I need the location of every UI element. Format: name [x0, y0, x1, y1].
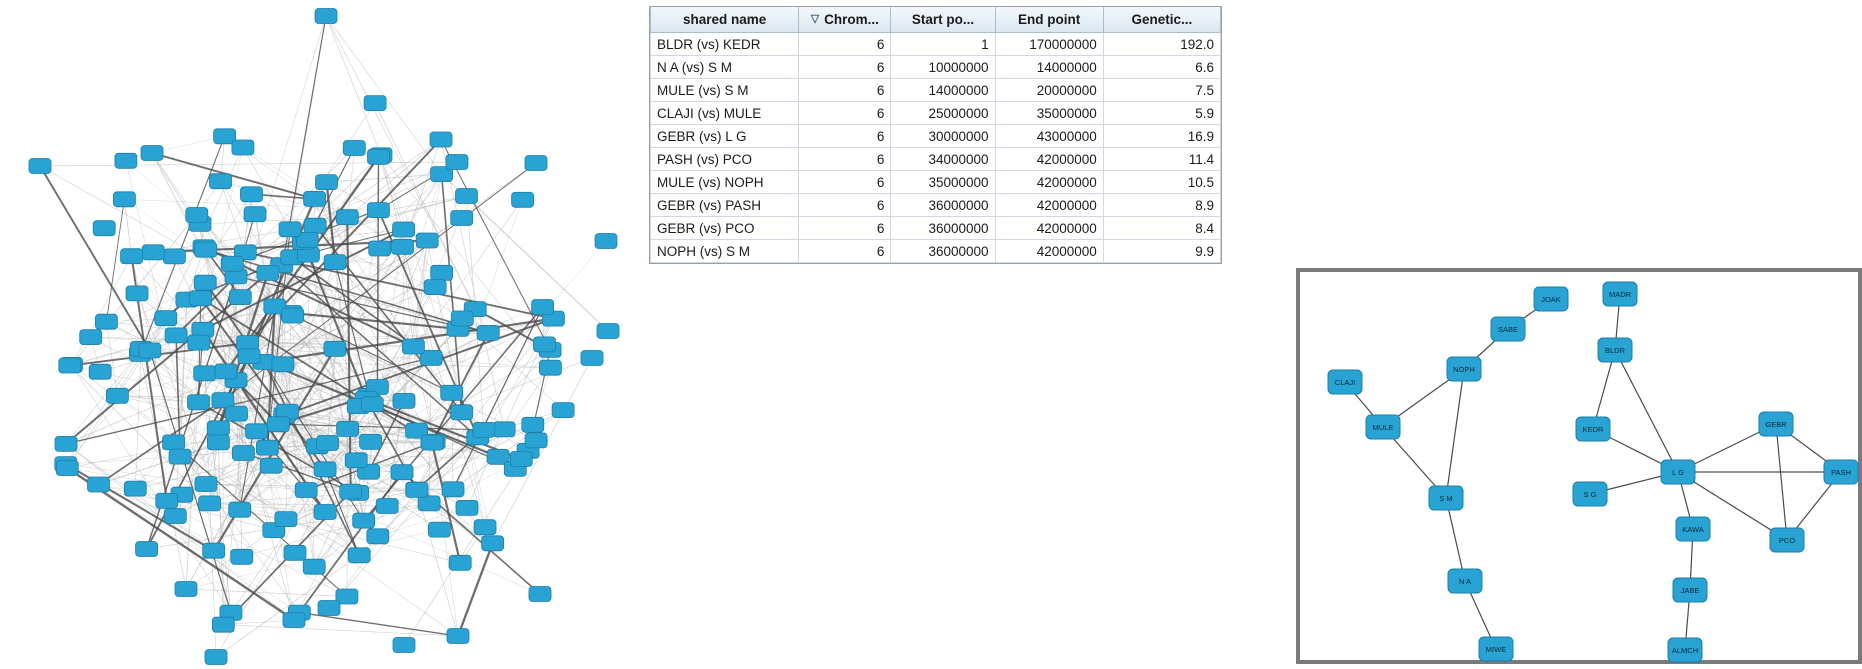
network-node[interactable] [392, 239, 414, 254]
network-edge[interactable] [135, 349, 141, 489]
network-node[interactable] [190, 291, 212, 306]
node-label: BLDR [1604, 345, 1626, 355]
table-cell: 36000000 [891, 217, 995, 240]
node-label: S M [1439, 493, 1453, 503]
node-label: CLAJI [1334, 377, 1356, 387]
subnetwork-node[interactable] [1673, 578, 1707, 602]
node-label: KEDR [1582, 424, 1604, 434]
table-row[interactable] [651, 79, 1221, 102]
network-node[interactable] [142, 245, 164, 260]
network-node[interactable] [29, 159, 51, 174]
table-cell: MULE (vs) NOPH [651, 171, 799, 194]
network-node[interactable] [229, 502, 251, 517]
network-node[interactable] [447, 629, 469, 644]
table-cell: 6.6 [1103, 56, 1220, 79]
network-node[interactable] [314, 505, 336, 520]
network-node[interactable] [315, 9, 337, 24]
node-shape [1576, 417, 1610, 441]
network-node[interactable] [195, 477, 217, 492]
table-cell: 6 [799, 125, 891, 148]
network-node[interactable] [512, 192, 534, 207]
node-shape [1479, 637, 1513, 661]
network-node[interactable] [474, 520, 496, 535]
network-edge[interactable] [40, 162, 457, 166]
node-label: PCO [1778, 535, 1796, 545]
network-node[interactable] [430, 132, 452, 147]
network-node[interactable] [257, 265, 279, 280]
network-node[interactable] [175, 582, 197, 597]
subnetwork-node[interactable] [1479, 637, 1513, 661]
node-shape [1366, 415, 1400, 439]
subnetwork-graph[interactable] [1300, 272, 1858, 660]
network-node[interactable] [456, 189, 478, 204]
network-node[interactable] [282, 308, 304, 323]
network-node[interactable] [552, 403, 574, 418]
network-node[interactable] [525, 433, 547, 448]
table-cell: 170000000 [995, 33, 1103, 56]
network-node[interactable] [534, 337, 556, 352]
table-cell: 25000000 [891, 102, 995, 125]
table-cell: 5.9 [1103, 102, 1220, 125]
network-node[interactable] [136, 542, 158, 557]
network-node[interactable] [421, 435, 443, 450]
node-shape [1603, 282, 1637, 306]
network-node[interactable] [221, 256, 243, 271]
network-node[interactable] [345, 453, 367, 468]
table-row[interactable] [651, 194, 1221, 217]
network-node[interactable] [431, 265, 453, 280]
table-cell: GEBR (vs) L G [651, 125, 799, 148]
node-shape [1673, 578, 1707, 602]
network-node[interactable] [451, 211, 473, 226]
network-node[interactable] [194, 366, 216, 381]
network-node[interactable] [451, 311, 473, 326]
table-cell: 192.0 [1103, 33, 1220, 56]
network-node[interactable] [267, 417, 289, 432]
table-cell: CLAJI (vs) MULE [651, 102, 799, 125]
network-node[interactable] [188, 395, 210, 410]
node-shape [1668, 638, 1702, 662]
node-label: S G [1583, 489, 1597, 499]
network-node[interactable] [442, 482, 464, 497]
network-node[interactable] [295, 483, 317, 498]
table-cell: 6 [799, 102, 891, 125]
table-cell: 9.9 [1103, 240, 1220, 263]
network-node[interactable] [369, 241, 391, 256]
node-shape [1429, 486, 1463, 510]
network-node[interactable] [194, 275, 216, 290]
column-header-label: End point [1018, 12, 1081, 27]
node-label: SABE [1497, 324, 1519, 334]
network-node[interactable] [581, 351, 603, 366]
right-column [645, 0, 1851, 669]
table-cell: 14000000 [995, 56, 1103, 79]
network-node[interactable] [207, 435, 229, 450]
table-cell: 35000000 [891, 171, 995, 194]
network-node[interactable] [324, 255, 346, 270]
network-node[interactable] [241, 187, 263, 202]
network-node[interactable] [304, 191, 326, 206]
network-node[interactable] [529, 587, 551, 602]
node-label: MADR [1608, 289, 1632, 299]
network-node[interactable] [353, 513, 375, 528]
table-cell: 6 [799, 33, 891, 56]
network-node[interactable] [93, 221, 115, 236]
network-node[interactable] [441, 385, 463, 400]
network-node[interactable] [186, 208, 208, 223]
column-header-label: shared name [682, 12, 767, 27]
node-shape [1573, 482, 1607, 506]
network-node[interactable] [391, 465, 413, 480]
network-edge[interactable] [66, 464, 214, 551]
network-edge[interactable] [186, 589, 347, 597]
node-shape [1824, 460, 1858, 484]
network-node[interactable] [368, 149, 390, 164]
network-edge[interactable] [72, 256, 132, 365]
network-edge[interactable] [205, 373, 216, 657]
network-node[interactable] [169, 449, 191, 464]
table-cell: 43000000 [995, 125, 1103, 148]
network-node[interactable] [121, 249, 143, 264]
table-cell: 42000000 [995, 148, 1103, 171]
network-node[interactable] [188, 335, 210, 350]
network-node[interactable] [156, 493, 178, 508]
network-node[interactable] [275, 512, 297, 527]
subnetwork-node[interactable] [1668, 638, 1702, 662]
network-node[interactable] [595, 234, 617, 249]
subnetwork-node[interactable] [1598, 338, 1632, 362]
network-node[interactable] [525, 156, 547, 171]
subnetwork-node[interactable] [1603, 282, 1637, 306]
network-node[interactable] [402, 339, 424, 354]
network-node[interactable] [317, 436, 339, 451]
table-cell: 36000000 [891, 194, 995, 217]
network-node[interactable] [163, 435, 185, 450]
table-cell: 6 [799, 148, 891, 171]
subnetwork-node[interactable] [1661, 460, 1695, 484]
subnetwork-edge[interactable] [1776, 424, 1787, 540]
table-cell: N A (vs) S M [651, 56, 799, 79]
edge-table[interactable] [650, 7, 1221, 263]
network-node[interactable] [203, 543, 225, 558]
table-cell: 10.5 [1103, 171, 1220, 194]
network-node[interactable] [336, 210, 358, 225]
network-node[interactable] [163, 249, 185, 264]
network-node[interactable] [56, 461, 78, 476]
network-node[interactable] [139, 343, 161, 358]
network-node[interactable] [482, 536, 504, 551]
table-cell: PASH (vs) PCO [651, 148, 799, 171]
network-node[interactable] [376, 499, 398, 514]
network-node[interactable] [231, 549, 253, 564]
column-header-chromosome[interactable] [799, 7, 891, 33]
network-node[interactable] [340, 484, 362, 499]
network-node[interactable] [451, 405, 473, 420]
table-cell: 6 [799, 79, 891, 102]
network-node[interactable] [195, 242, 217, 257]
network-edge[interactable] [335, 262, 369, 396]
network-node[interactable] [95, 314, 117, 329]
network-node[interactable] [477, 325, 499, 340]
network-node[interactable] [232, 140, 254, 155]
network-node[interactable] [361, 397, 383, 412]
network-node[interactable] [141, 146, 163, 161]
network-node[interactable] [284, 545, 306, 560]
network-node[interactable] [164, 509, 186, 524]
network-node[interactable] [473, 422, 495, 437]
table-row[interactable] [651, 240, 1221, 263]
network-edge[interactable] [377, 157, 378, 387]
network-node[interactable] [446, 155, 468, 170]
subnetwork-node[interactable] [1448, 569, 1482, 593]
node-label: L G [1672, 467, 1684, 477]
column-header-label: Genetic... [1131, 12, 1193, 27]
subnetwork-node[interactable] [1429, 486, 1463, 510]
table-cell: 8.4 [1103, 217, 1220, 240]
table-row[interactable] [651, 33, 1221, 56]
table-cell: 7.5 [1103, 79, 1220, 102]
subnetwork-node[interactable] [1534, 287, 1568, 311]
network-node[interactable] [279, 222, 301, 237]
network-node[interactable] [59, 358, 81, 373]
network-node[interactable] [510, 452, 532, 467]
subnetwork-edge[interactable] [1615, 350, 1678, 472]
table-cell: BLDR (vs) KEDR [651, 33, 799, 56]
table-cell: 30000000 [891, 125, 995, 148]
network-node[interactable] [360, 434, 382, 449]
node-shape [1534, 287, 1568, 311]
network-node[interactable] [597, 324, 619, 339]
subnetwork-node[interactable] [1447, 357, 1481, 381]
network-node[interactable] [205, 650, 227, 665]
table-cell: 6 [799, 194, 891, 217]
network-edge[interactable] [326, 16, 381, 155]
network-node[interactable] [210, 174, 232, 189]
network-node[interactable] [212, 617, 234, 632]
subnetwork-edge[interactable] [1446, 369, 1464, 498]
network-node[interactable] [229, 290, 251, 305]
node-shape [1447, 357, 1481, 381]
network-node[interactable] [226, 406, 248, 421]
table-cell: GEBR (vs) PASH [651, 194, 799, 217]
node-label: KAWA [1682, 524, 1704, 534]
table-cell: 34000000 [891, 148, 995, 171]
network-node[interactable] [124, 481, 146, 496]
node-label: JOAK [1541, 294, 1561, 304]
node-label: JABE [1680, 585, 1700, 595]
network-node[interactable] [89, 364, 111, 379]
network-node[interactable] [343, 141, 365, 156]
table-cell: 36000000 [891, 240, 995, 263]
network-node[interactable] [199, 496, 221, 511]
network-node[interactable] [207, 421, 229, 436]
network-node[interactable] [246, 424, 268, 439]
table-row[interactable] [651, 102, 1221, 125]
node-label: ALMCH [1671, 645, 1699, 655]
network-node[interactable] [314, 462, 336, 477]
table-row[interactable] [651, 217, 1221, 240]
network-node[interactable] [155, 311, 177, 326]
network-node[interactable] [232, 446, 254, 461]
network-node[interactable] [126, 286, 148, 301]
network-node[interactable] [316, 175, 338, 190]
table-cell: 35000000 [995, 102, 1103, 125]
table-cell: MULE (vs) S M [651, 79, 799, 102]
subnetwork-node[interactable] [1770, 528, 1804, 552]
column-header-genetic[interactable] [1103, 7, 1220, 33]
network-node[interactable] [393, 222, 415, 237]
network-node[interactable] [406, 482, 428, 497]
network-node[interactable] [539, 360, 561, 375]
network-node[interactable] [272, 357, 294, 372]
network-node[interactable] [522, 417, 544, 432]
network-node[interactable] [393, 638, 415, 653]
table-header-row [651, 7, 1221, 33]
network-node[interactable] [428, 522, 450, 537]
network-node[interactable] [348, 548, 370, 563]
node-shape [1759, 412, 1793, 436]
network-node[interactable] [256, 440, 278, 455]
node-label: GEBR [1765, 419, 1787, 429]
subnetwork-node[interactable] [1366, 415, 1400, 439]
column-header-label: Chrom... [824, 12, 879, 27]
network-node[interactable] [416, 233, 438, 248]
table-row[interactable] [651, 125, 1221, 148]
table-cell: NOPH (vs) S M [651, 240, 799, 263]
table-cell: 42000000 [995, 217, 1103, 240]
network-node[interactable] [318, 601, 340, 616]
table-cell: 20000000 [995, 79, 1103, 102]
network-node[interactable] [324, 341, 346, 356]
filter-icon: ▽ [810, 13, 820, 25]
network-edge[interactable] [290, 103, 375, 229]
column-header-shared-name[interactable] [651, 7, 799, 33]
column-header-start-point[interactable] [891, 7, 995, 33]
node-label: MULE [1372, 422, 1394, 432]
network-node[interactable] [303, 559, 325, 574]
table-cell: 6 [799, 171, 891, 194]
table-cell: 8.9 [1103, 194, 1220, 217]
network-node[interactable] [80, 330, 102, 345]
network-node[interactable] [367, 203, 389, 218]
network-node[interactable] [283, 613, 305, 628]
network-edge[interactable] [124, 199, 131, 256]
table-cell: 6 [799, 217, 891, 240]
network-node[interactable] [88, 477, 110, 492]
node-label: PASH [1831, 467, 1851, 477]
network-node[interactable] [113, 192, 135, 207]
node-shape [1661, 460, 1695, 484]
network-node[interactable] [424, 280, 446, 295]
subnetwork-node[interactable] [1576, 417, 1610, 441]
network-node[interactable] [115, 153, 137, 168]
network-node[interactable] [165, 328, 187, 343]
table-cell: 42000000 [995, 171, 1103, 194]
network-node[interactable] [304, 218, 326, 233]
node-shape [1328, 370, 1362, 394]
node-shape [1770, 528, 1804, 552]
table-cell: 10000000 [891, 56, 995, 79]
network-node[interactable] [493, 422, 515, 437]
table-row[interactable] [651, 56, 1221, 79]
table-cell: 6 [799, 56, 891, 79]
table-row[interactable] [651, 148, 1221, 171]
network-node[interactable] [367, 529, 389, 544]
network-node[interactable] [212, 393, 234, 408]
main-network-graph[interactable] [0, 0, 645, 669]
subnetwork-node[interactable] [1491, 317, 1525, 341]
network-node[interactable] [260, 458, 282, 473]
table-row[interactable] [651, 171, 1221, 194]
table-cell: GEBR (vs) PCO [651, 217, 799, 240]
node-shape [1448, 569, 1482, 593]
table-cell: 1 [891, 33, 995, 56]
table-cell: 6 [799, 240, 891, 263]
main-network-view[interactable] [0, 0, 645, 669]
network-node[interactable] [449, 555, 471, 570]
table-cell: 14000000 [891, 79, 995, 102]
column-header-end-point[interactable] [995, 7, 1103, 33]
network-node[interactable] [456, 500, 478, 515]
table-cell: 42000000 [995, 194, 1103, 217]
subnetwork-node[interactable] [1573, 482, 1607, 506]
network-node[interactable] [532, 300, 554, 315]
network-node[interactable] [244, 207, 266, 222]
table-cell: 16.9 [1103, 125, 1220, 148]
table-cell: 42000000 [995, 240, 1103, 263]
network-node[interactable] [337, 421, 359, 436]
subnetwork-node[interactable] [1676, 517, 1710, 541]
node-shape [1676, 517, 1710, 541]
node-shape [1491, 317, 1525, 341]
network-node[interactable] [364, 96, 386, 111]
network-node[interactable] [106, 388, 128, 403]
network-node[interactable] [215, 364, 237, 379]
node-shape [1598, 338, 1632, 362]
network-node[interactable] [238, 349, 260, 364]
table-cell: 11.4 [1103, 148, 1220, 171]
subnetwork-node[interactable] [1759, 412, 1793, 436]
subnetwork-view[interactable] [1296, 268, 1862, 664]
column-header-label: Start po... [911, 12, 975, 27]
network-node[interactable] [393, 393, 415, 408]
node-label: N A [1458, 576, 1472, 586]
network-node[interactable] [418, 496, 440, 511]
network-node[interactable] [55, 436, 77, 451]
node-label: NOPH [1453, 364, 1475, 374]
subnetwork-node[interactable] [1328, 370, 1362, 394]
node-label: MIWE [1485, 644, 1507, 654]
subnetwork-node[interactable] [1824, 460, 1858, 484]
edge-table-panel[interactable] [649, 6, 1222, 264]
